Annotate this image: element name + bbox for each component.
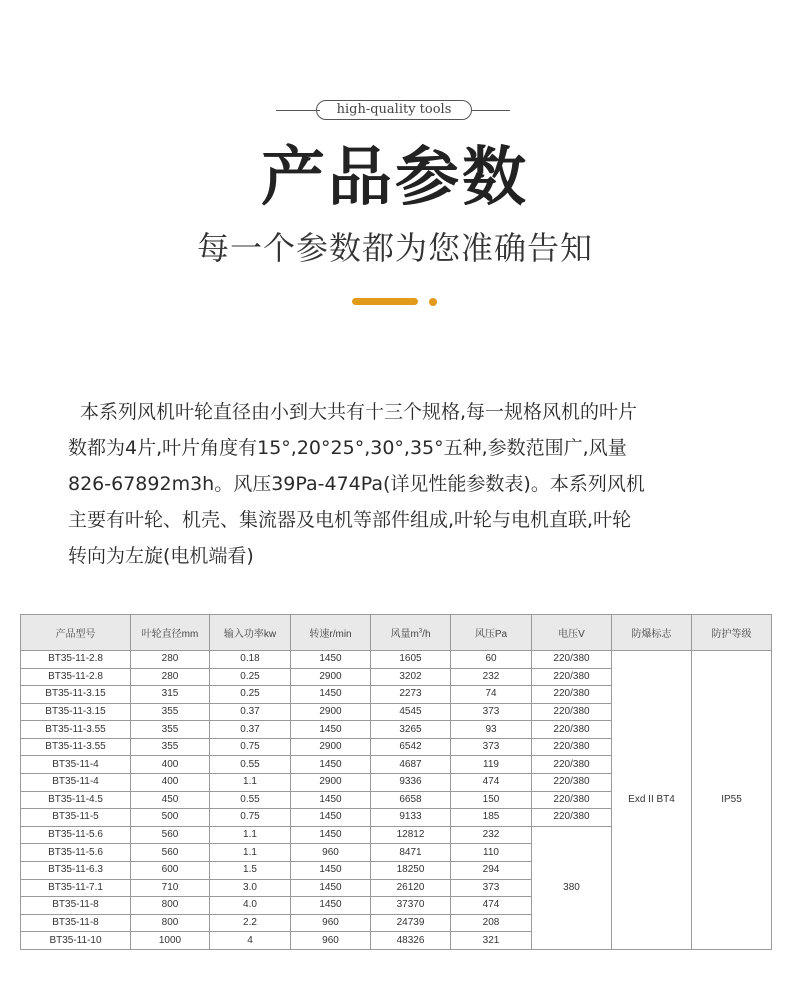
cell-diameter: 560 <box>131 844 210 862</box>
cell-speed: 1450 <box>291 651 371 669</box>
cell-pressure: 373 <box>451 738 532 756</box>
cell-pressure: 373 <box>451 879 532 897</box>
cell-diameter: 450 <box>131 791 210 809</box>
cell-pressure: 110 <box>451 844 532 862</box>
cell-airflow: 4687 <box>371 756 451 774</box>
cell-airflow: 3202 <box>371 668 451 686</box>
cell-power: 0.75 <box>210 809 291 827</box>
cell-pressure: 373 <box>451 703 532 721</box>
cell-power: 1.1 <box>210 844 291 862</box>
cell-model: BT35-11-8 <box>21 914 131 932</box>
cell-diameter: 280 <box>131 668 210 686</box>
cell-diameter: 1000 <box>131 932 210 950</box>
cell-power: 0.55 <box>210 756 291 774</box>
cell-pressure: 294 <box>451 861 532 879</box>
cell-diameter: 600 <box>131 861 210 879</box>
cell-power: 1.1 <box>210 826 291 844</box>
cell-diameter: 315 <box>131 686 210 704</box>
cell-airflow: 6658 <box>371 791 451 809</box>
cell-power: 2.2 <box>210 914 291 932</box>
cell-model: BT35-11-2.8 <box>21 651 131 669</box>
cell-diameter: 800 <box>131 897 210 915</box>
cell-model: BT35-11-4.5 <box>21 791 131 809</box>
cell-airflow: 6542 <box>371 738 451 756</box>
col-header-protection: 防护等级 <box>692 615 772 651</box>
cell-power: 0.37 <box>210 721 291 739</box>
cell-voltage: 220/380 <box>532 791 612 809</box>
cell-voltage: 220/380 <box>532 774 612 792</box>
cell-pressure: 321 <box>451 932 532 950</box>
cell-model: BT35-11-5.6 <box>21 844 131 862</box>
page-subtitle: 每一个参数都为您准确告知 <box>196 229 593 267</box>
cell-speed: 1450 <box>291 686 371 704</box>
cell-airflow: 8471 <box>371 844 451 862</box>
cell-diameter: 355 <box>131 738 210 756</box>
cell-pressure: 150 <box>451 791 532 809</box>
table-header-row <box>21 615 772 651</box>
cell-speed: 1450 <box>291 861 371 879</box>
cell-model: BT35-11-3.55 <box>21 738 131 756</box>
col-header-voltage: 电压V <box>532 615 612 651</box>
cell-voltage: 220/380 <box>532 668 612 686</box>
cell-speed: 2900 <box>291 774 371 792</box>
accent-bar <box>352 298 418 305</box>
cell-speed: 1450 <box>291 721 371 739</box>
cell-pressure: 208 <box>451 914 532 932</box>
col-header-speed: 转速r/min <box>291 615 371 651</box>
cell-diameter: 800 <box>131 914 210 932</box>
cell-airflow: 9133 <box>371 809 451 827</box>
cell-voltage: 220/380 <box>532 721 612 739</box>
cell-speed: 1450 <box>291 879 371 897</box>
cell-model: BT35-11-2.8 <box>21 668 131 686</box>
cell-speed: 1450 <box>291 756 371 774</box>
cell-airflow: 4545 <box>371 703 451 721</box>
cell-airflow: 2273 <box>371 686 451 704</box>
cell-speed: 1450 <box>291 897 371 915</box>
cell-power: 0.25 <box>210 668 291 686</box>
cell-speed: 2900 <box>291 668 371 686</box>
cell-model: BT35-11-10 <box>21 932 131 950</box>
cell-pressure: 474 <box>451 774 532 792</box>
cell-power: 4.0 <box>210 897 291 915</box>
cell-speed: 2900 <box>291 738 371 756</box>
cell-voltage: 220/380 <box>532 703 612 721</box>
cell-pressure: 93 <box>451 721 532 739</box>
cell-diameter: 560 <box>131 826 210 844</box>
cell-model: BT35-11-3.15 <box>21 686 131 704</box>
cell-airflow: 18250 <box>371 861 451 879</box>
cell-power: 3.0 <box>210 879 291 897</box>
cell-model: BT35-11-3.15 <box>21 703 131 721</box>
cell-protection-grade: IP55 <box>692 651 772 950</box>
cell-pressure: 119 <box>451 756 532 774</box>
col-header-airflow <box>371 615 451 651</box>
cell-speed: 1450 <box>291 809 371 827</box>
parameter-table <box>20 614 772 950</box>
col-header-diameter: 叶轮直径mm <box>131 615 210 651</box>
cell-power: 0.25 <box>210 686 291 704</box>
col-header-model: 产品型号 <box>21 615 131 651</box>
accent-dot <box>429 298 437 306</box>
cell-airflow: 12812 <box>371 826 451 844</box>
cell-speed: 960 <box>291 844 371 862</box>
cell-voltage: 220/380 <box>532 756 612 774</box>
cell-model: BT35-11-7.1 <box>21 879 131 897</box>
cell-speed: 960 <box>291 914 371 932</box>
cell-model: BT35-11-3.55 <box>21 721 131 739</box>
cell-diameter: 400 <box>131 756 210 774</box>
page-title: 产品参数 <box>261 141 529 215</box>
cell-model: BT35-11-8 <box>21 897 131 915</box>
col-header-power: 输入功率kw <box>210 615 291 651</box>
cell-pressure: 474 <box>451 897 532 915</box>
table-row <box>21 651 772 669</box>
cell-model: BT35-11-5.6 <box>21 826 131 844</box>
cell-pressure: 185 <box>451 809 532 827</box>
cell-airflow: 48326 <box>371 932 451 950</box>
cell-voltage: 220/380 <box>532 686 612 704</box>
cell-airflow: 37370 <box>371 897 451 915</box>
section-tag <box>0 100 790 122</box>
cell-model: BT35-11-4 <box>21 774 131 792</box>
cell-model: BT35-11-5 <box>21 809 131 827</box>
cell-airflow: 24739 <box>371 914 451 932</box>
cell-airflow: 1605 <box>371 651 451 669</box>
col-header-pressure: 风压Pa <box>451 615 532 651</box>
table-body <box>21 651 772 950</box>
cell-power: 0.75 <box>210 738 291 756</box>
cell-power: 1.1 <box>210 774 291 792</box>
cell-diameter: 400 <box>131 774 210 792</box>
cell-speed: 1450 <box>291 826 371 844</box>
cell-voltage: 220/380 <box>532 651 612 669</box>
product-description: 本系列风机叶轮直径由小到大共有十三个规格,每一规格风机的叶片 数都为4片,叶片角度有15°,20°25°,30°,35°五种,参数范围广,风量 826-67892m3h。风压39Pa-474Pa(详见性能参数表)。本系列风机 主要有叶轮、机壳、集流器及电机等部件组成,叶轮与电机直联,叶轮 转向为左旋(电机端看) <box>68 401 645 567</box>
cell-pressure: 74 <box>451 686 532 704</box>
cell-power: 1.5 <box>210 861 291 879</box>
cell-airflow: 3265 <box>371 721 451 739</box>
cell-voltage-merged: 380 <box>532 826 612 949</box>
tag-pill: high-quality tools <box>316 100 472 120</box>
airflow-label: 风量m <box>390 629 419 640</box>
cell-diameter: 710 <box>131 879 210 897</box>
cell-airflow: 9336 <box>371 774 451 792</box>
cell-pressure: 232 <box>451 826 532 844</box>
airflow-unit: /h <box>422 629 431 640</box>
cell-speed: 2900 <box>291 703 371 721</box>
cell-power: 0.37 <box>210 703 291 721</box>
cell-model: BT35-11-6.3 <box>21 861 131 879</box>
cell-voltage: 220/380 <box>532 809 612 827</box>
cell-voltage: 220/380 <box>532 738 612 756</box>
cell-speed: 960 <box>291 932 371 950</box>
cell-power: 4 <box>210 932 291 950</box>
cell-airflow: 26120 <box>371 879 451 897</box>
col-header-explosion: 防爆标志 <box>612 615 692 651</box>
cell-diameter: 355 <box>131 703 210 721</box>
cell-pressure: 60 <box>451 651 532 669</box>
tag-divider-left <box>276 110 320 111</box>
cell-diameter: 355 <box>131 721 210 739</box>
cell-power: 0.55 <box>210 791 291 809</box>
cell-model: BT35-11-4 <box>21 756 131 774</box>
cell-power: 0.18 <box>210 651 291 669</box>
cell-diameter: 500 <box>131 809 210 827</box>
cell-diameter: 280 <box>131 651 210 669</box>
cell-explosion-mark: Exd II BT4 <box>612 651 692 950</box>
cell-speed: 1450 <box>291 791 371 809</box>
airflow-unit-sup: 3 <box>418 628 423 635</box>
tag-divider-right <box>472 110 510 111</box>
cell-pressure: 232 <box>451 668 532 686</box>
